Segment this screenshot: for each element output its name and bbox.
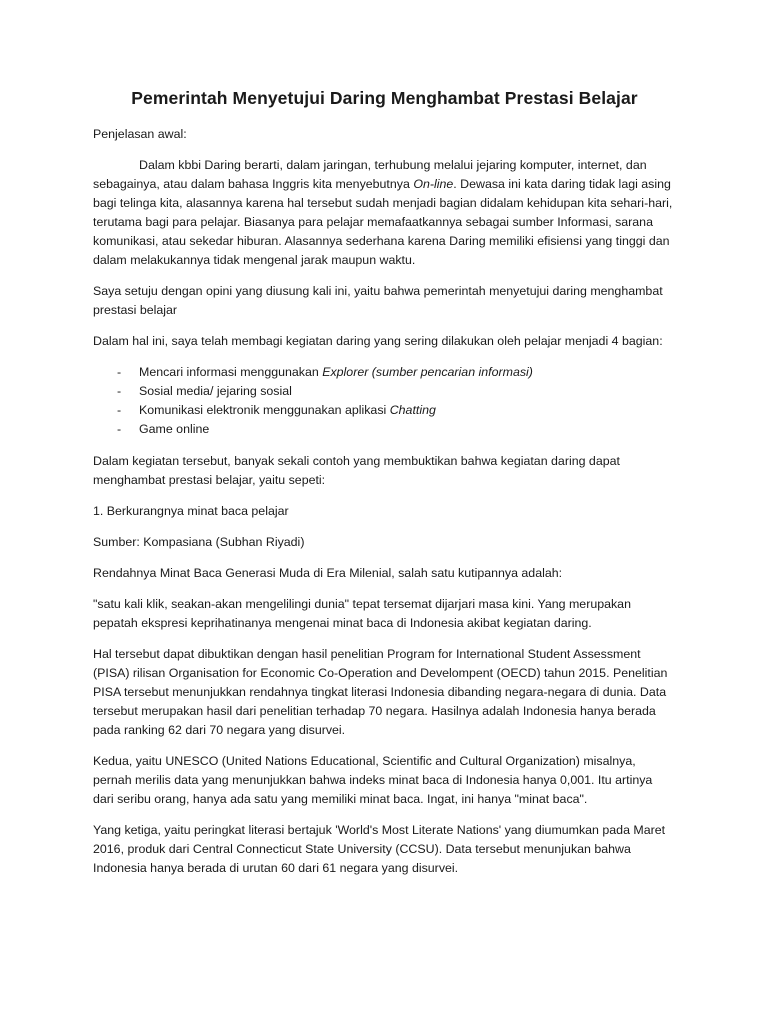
bullet-dash: - bbox=[117, 422, 122, 436]
intro-text-part-2: . Dewasa ini kata daring tidak lagi asing bagi telinga kita, alasannya karena hal tersebut sudah menjadi bagian didalam kehidupan kita sehari-hari, terutama bagi para pelajar. Biasanya para pelajar memafaatkannya sebagai sumber Informasi, sarana komunikasi, atau sekedar hiburan. Alasannya sederhana karena Daring memiliki efisiensi yang tinggi dan dalam melakukannya tidak mengenal jarak maupun waktu. bbox=[93, 177, 673, 267]
bullet-dash: - bbox=[117, 403, 122, 417]
list-item-text: Game online bbox=[139, 422, 210, 436]
document-title: Pemerintah Menyetujui Daring Menghambat Prestasi Belajar bbox=[131, 88, 638, 108]
quote-intro: Rendahnya Minat Baca Generasi Muda di Era Milenial, salah satu kutipannya adalah: bbox=[93, 566, 563, 580]
division-paragraph: Dalam hal ini, saya telah membagi kegiatan daring yang sering dilakukan oleh pelajar menjadi 4 bagian: bbox=[93, 334, 663, 348]
bullet-dash: - bbox=[117, 384, 122, 398]
activity-list bbox=[93, 363, 676, 439]
list-item-text: Mencari informasi menggunakan bbox=[139, 365, 323, 379]
list-item bbox=[93, 363, 676, 382]
opinion-paragraph: Saya setuju dengan opini yang diusung kali ini, yaitu bahwa pemerintah menyetujui daring menghambat prestasi belajar bbox=[93, 284, 663, 317]
list-item bbox=[93, 382, 676, 401]
list-item bbox=[93, 420, 676, 439]
quote-paragraph: "satu kali klik, seakan-akan mengelilingi dunia" tepat tersemat dijarjari masa kini. Yang merupakan pepatah ekspresi keprihatinanya mengenai minat baca di Indonesia akibat kegiatan daring. bbox=[93, 597, 631, 630]
intro-heading: Penjelasan awal: bbox=[93, 127, 187, 141]
list-item-italic: Chatting bbox=[389, 403, 436, 417]
list-item-text: Sosial media/ jejaring sosial bbox=[139, 384, 292, 398]
point-one-heading: 1. Berkurangnya minat baca pelajar bbox=[93, 504, 289, 518]
unesco-paragraph: Kedua, yaitu UNESCO (United Nations Educational, Scientific and Cultural Organization) misalnya, pernah merilis data yang menunjukkan bahwa indeks minat baca di Indonesia hanya 0,001. Itu artinya dari seribu orang, hanya ada satu yang memiliki minat baca. Ingat, ini hanya "minat baca". bbox=[93, 754, 653, 806]
pisa-paragraph: Hal tersebut dapat dibuktikan dengan hasil penelitian Program for International Student Assessment (PISA) rilisan Organisation for Economic Co-Operation and Develompent (OECD) tahun 2015. Penelitian PISA tersebut menunjukkan rendahnya tingkat literasi Indonesia dibanding negara-negara di dunia. Data tersebut merupakan hasil dari penelitian terhadap 70 negara. Hasilnya adalah Indonesia hanya berada pada ranking 62 dari 70 negara yang disurvei. bbox=[93, 647, 668, 737]
intro-paragraph bbox=[93, 156, 676, 270]
list-item-text: Komunikasi elektronik menggunakan aplikasi bbox=[139, 403, 390, 417]
examples-paragraph: Dalam kegiatan tersebut, banyak sekali contoh yang membuktikan bahwa kegiatan daring dapat menghambat prestasi belajar, yaitu sepeti: bbox=[93, 454, 620, 487]
ccsu-paragraph: Yang ketiga, yaitu peringkat literasi bertajuk 'World's Most Literate Nations' yang diumumkan pada Maret 2016, produk dari Central Connecticut State University (CCSU). Data tersebut menunjukan bahwa Indonesia hanya berada di urutan 60 dari 61 negara yang disurvei. bbox=[93, 823, 666, 875]
list-item bbox=[93, 401, 676, 420]
intro-text-online: On-line bbox=[413, 177, 454, 191]
intro-text-part-1: Dalam kbbi Daring berarti, dalam jaringan, terhubung melalui jejaring komputer, internet, dan sebagainya, atau dalam bahasa Inggris kita menyebutnya bbox=[93, 158, 647, 191]
source-line: Sumber: Kompasiana (Subhan Riyadi) bbox=[93, 535, 305, 549]
list-item-italic: Explorer (sumber pencarian informasi) bbox=[322, 365, 533, 379]
bullet-dash: - bbox=[117, 365, 122, 379]
